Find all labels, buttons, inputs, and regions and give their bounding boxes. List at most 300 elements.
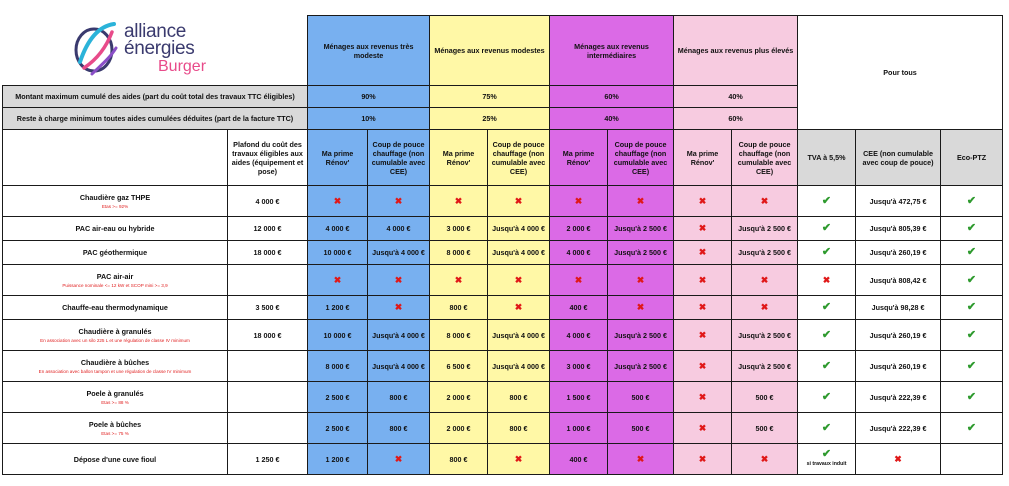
cross-icon: ✖ [760,453,769,464]
row-label [3,413,228,444]
check-icon: ✔ [821,194,832,207]
cross-icon: ✖ [698,453,707,464]
aid-value: 500 € [755,423,774,433]
cross-icon: ✖ [698,302,707,312]
aides-table [2,15,1003,475]
aid-cell [608,296,674,320]
table-row [3,444,1003,475]
aid-value: Jusqu'à 2 500 € [614,330,667,340]
tva-cell [798,444,856,475]
cee-value: Jusqu'à 260,19 € [869,330,927,340]
aid-cell [368,241,430,265]
aid-value: 4 000 € [386,224,411,233]
check-icon: ✔ [821,301,832,313]
aid-cell [550,413,608,444]
cee-cell [856,320,941,351]
aid-cell [488,351,550,382]
aid-cell [430,217,488,241]
header-groups-row [3,16,1003,86]
tva-cell [798,382,856,413]
aid-cell [550,351,608,382]
cross-icon: ✖ [394,195,403,206]
aid-cell [368,265,430,296]
tva-cell [798,296,856,320]
aid-cell [732,351,798,382]
check-icon: ✔ [821,359,832,372]
aid-value: 800 € [389,392,408,402]
summary-reste-value: 60% [674,108,798,130]
summary-max-label: Montant maximum cumulé des aides (part du coût total des travaux TTC éligibles) [3,86,308,108]
check-icon: ✔ [821,246,832,258]
aid-cell [368,413,430,444]
aid-value: 1 200 € [325,303,350,312]
aid-cell [430,351,488,382]
cross-icon: ✖ [636,195,645,206]
table-row [3,382,1003,413]
aid-value: 400 € [569,303,588,312]
col-coup: Coup de pouce chauffage (non cumulable avec CEE) [488,130,550,186]
cee-value: Jusqu'à 472,75 € [869,196,927,206]
aid-value: Jusqu'à 4 000 € [492,248,545,257]
aid-value: 500 € [631,423,650,433]
col-tva: TVA à 5,5% [798,130,856,186]
cross-icon: ✖ [698,223,707,233]
aid-cell [308,186,368,217]
cee-cell [856,444,941,475]
aid-value: Jusqu'à 4 000 € [492,224,545,233]
aid-value: Jusqu'à 4 000 € [492,330,545,340]
cross-icon: ✖ [698,247,707,257]
ptz-cell [941,444,1003,475]
group-intermediaires: Ménages aux revenus intermédiaires [550,16,674,86]
plafond-cell: 18 000 € [228,320,308,351]
col-coup: Coup de pouce chauffage (non cumulable avec CEE) [732,130,798,186]
plafond-cell: 12 000 € [228,217,308,241]
aid-cell [608,320,674,351]
row-label [3,444,228,475]
aid-cell [368,296,430,320]
cross-icon: ✖ [698,391,707,402]
aid-cell [550,382,608,413]
cross-icon: ✖ [514,453,523,464]
ptz-cell [941,296,1003,320]
equipment-note: Etas >= 88 % [101,399,129,405]
aid-cell [550,217,608,241]
cee-value: Jusqu'à 260,19 € [869,361,927,371]
cross-icon: ✖ [333,274,342,285]
cross-icon: ✖ [698,329,707,340]
aid-value: Jusqu'à 2 500 € [614,361,667,371]
aid-cell [550,241,608,265]
aid-cell [308,217,368,241]
aid-value: 1 000 € [566,423,591,433]
aid-cell [488,320,550,351]
tva-cell [798,217,856,241]
cross-icon: ✖ [394,453,403,464]
cee-value: Jusqu'à 222,39 € [869,423,927,433]
cee-value: Jusqu'à 805,39 € [869,224,927,233]
cee-cell [856,217,941,241]
col-coup: Coup de pouce chauffage (non cumulable avec CEE) [368,130,430,186]
cross-icon: ✖ [454,274,463,285]
cross-icon: ✖ [514,274,523,285]
cee-value: Jusqu'à 808,42 € [869,275,927,285]
tva-cell [798,186,856,217]
aid-cell [674,296,732,320]
summary-max-value: 60% [550,86,674,108]
aid-cell [550,265,608,296]
aid-value: 2 000 € [446,392,471,402]
table-row [3,241,1003,265]
ptz-cell [941,320,1003,351]
group-tres-modeste: Ménages aux revenus très modeste [308,16,430,86]
aid-cell [674,186,732,217]
cross-icon: ✖ [760,274,769,285]
plafond-cell: 1 250 € [228,444,308,475]
cross-icon: ✖ [574,274,583,285]
check-icon: ✔ [821,328,832,341]
aid-value: 8 000 € [446,330,471,340]
aid-value: 1 500 € [566,392,591,402]
cross-icon: ✖ [698,195,707,206]
aid-value: 3 000 € [566,361,591,371]
aid-cell [732,444,798,475]
aid-cell [674,382,732,413]
aid-cell [550,444,608,475]
column-headers-row [3,130,1003,186]
check-icon: ✔ [966,222,977,234]
col-prime: Ma prime Rénov' [308,130,368,186]
aid-value: 800 € [449,454,468,464]
aid-value: 10 000 € [323,330,352,340]
aid-cell [430,413,488,444]
equipment-note: En association avec un silo 225 L et une régulation de classe IV minimum [40,337,190,343]
aid-cell [608,351,674,382]
aid-cell [488,444,550,475]
aid-cell [488,186,550,217]
aid-cell [488,413,550,444]
aid-value: 6 500 € [446,361,471,371]
cee-cell [856,351,941,382]
aid-value: Jusqu'à 2 500 € [738,224,791,233]
cross-icon: ✖ [454,195,463,206]
plafond-cell: 3 500 € [228,296,308,320]
check-icon: ✔ [821,421,832,434]
ptz-cell [941,217,1003,241]
aid-cell [674,320,732,351]
aid-cell [430,320,488,351]
aid-cell [308,351,368,382]
summary-max-value: 40% [674,86,798,108]
cross-icon: ✖ [760,302,769,312]
col-plafond: Plafond du coût des travaux éligibles aux aides (équipement et pose) [228,130,308,186]
tva-cell [798,320,856,351]
check-icon: ✔ [821,222,832,234]
row-label [3,265,228,296]
summary-reste-value: 10% [308,108,430,130]
aid-cell [674,217,732,241]
table-row [3,413,1003,444]
aid-cell [732,413,798,444]
table-row [3,320,1003,351]
aid-cell [608,186,674,217]
aid-value: 8 000 € [446,248,471,257]
cee-value: Jusqu'à 98,28 € [871,303,925,312]
aid-value: 500 € [755,392,774,402]
aid-cell [368,186,430,217]
aid-cell [608,444,674,475]
aid-cell [674,265,732,296]
equipment-note: Puissance nominale <= 12 kW et SCOP mini >= 3,9 [62,282,168,288]
cee-cell [856,241,941,265]
aid-value: 3 000 € [446,224,471,233]
aid-cell [368,217,430,241]
summary-reste-label: Reste à charge minimum toutes aides cumulées déduites (part de la facture TTC) [3,108,308,130]
aid-value: 4 000 € [325,224,350,233]
cee-cell [856,413,941,444]
plafond-cell: 18 000 € [228,241,308,265]
aid-value: Jusqu'à 2 500 € [614,248,667,257]
aid-cell [732,296,798,320]
aid-value: Jusqu'à 4 000 € [372,330,425,340]
aid-cell [308,265,368,296]
aid-cell [488,241,550,265]
equipment-name: PAC air-eau ou hybride [75,224,155,233]
aid-cell [430,241,488,265]
plafond-cell: 4 000 € [228,186,308,217]
ptz-cell [941,413,1003,444]
cross-icon: ✖ [698,274,707,285]
ptz-cell [941,382,1003,413]
tva-cell [798,265,856,296]
tva-cell [798,413,856,444]
aid-cell [732,217,798,241]
aid-value: 2 500 € [325,392,350,402]
cee-cell [856,265,941,296]
equipment-name: Chaudière à granulés [78,326,152,336]
cross-icon: ✖ [636,302,645,312]
aid-value: 500 € [631,392,650,402]
check-icon: ✔ [966,246,977,258]
aid-cell [674,351,732,382]
cross-icon: ✖ [698,360,707,371]
check-icon: ✔ [966,273,977,286]
aid-cell [674,444,732,475]
aid-cell [732,186,798,217]
aid-cell [732,382,798,413]
cross-icon: ✖ [760,195,769,206]
ptz-cell [941,351,1003,382]
aid-cell [430,444,488,475]
aid-value: Jusqu'à 2 500 € [738,361,791,371]
aid-cell [430,186,488,217]
table-row [3,186,1003,217]
col-prime: Ma prime Rénov' [550,130,608,186]
row-label [3,186,228,217]
aid-cell [488,217,550,241]
cross-icon: ✖ [514,195,523,206]
plafond-cell [228,265,308,296]
row-label [3,241,228,265]
row-label-header [3,130,228,186]
aid-cell [608,382,674,413]
row-label [3,320,228,351]
aid-cell [674,413,732,444]
cee-value: Jusqu'à 260,19 € [869,248,927,257]
group-plus-eleves: Ménages aux revenus plus élevés [674,16,798,86]
cross-icon: ✖ [514,302,523,312]
row-label [3,351,228,382]
table-row [3,296,1003,320]
col-ptz: Eco-PTZ [941,130,1003,186]
row-label [3,296,228,320]
aid-cell [368,382,430,413]
table-row [3,265,1003,296]
equipment-name: Poele à bûches [88,419,142,429]
aid-cell [550,320,608,351]
aid-value: 800 € [509,423,528,433]
aid-value: Jusqu'à 2 500 € [738,248,791,257]
tva-cell [798,351,856,382]
cee-value: Jusqu'à 222,39 € [869,392,927,402]
table-row [3,217,1003,241]
tva-note: si travaux induit [806,460,847,467]
check-icon: ✔ [966,328,977,341]
col-coup: Coup de pouce chauffage (non cumulable avec CEE) [608,130,674,186]
equipment-name: PAC air-air [96,271,134,281]
col-prime: Ma prime Rénov' [430,130,488,186]
cross-icon: ✖ [698,422,707,433]
summary-max-value: 75% [430,86,550,108]
aid-value: Jusqu'à 2 500 € [738,330,791,340]
equipment-note: Etas >= 75 % [101,430,129,436]
logo-text-alliance: alliance [124,21,187,42]
cross-icon: ✖ [822,274,831,285]
group-modestes: Ménages aux revenus modestes [430,16,550,86]
ptz-cell [941,265,1003,296]
aid-cell [308,382,368,413]
equipment-note: Etas >= 92% [101,203,129,209]
col-cee: CEE (non cumulable avec coup de pouce) [856,130,941,186]
aid-value: 4 000 € [566,330,591,340]
aid-cell [308,413,368,444]
aid-cell [368,351,430,382]
ptz-cell [941,186,1003,217]
aid-cell [430,296,488,320]
aid-value: 10 000 € [323,248,352,257]
cross-icon: ✖ [333,195,342,206]
equipment-name: Poele à granulés [86,388,144,398]
aid-cell [308,444,368,475]
cee-cell [856,382,941,413]
aid-cell [368,444,430,475]
group-pour-tous: Pour tous [798,16,1003,130]
check-icon: ✔ [966,301,977,313]
aid-cell [674,241,732,265]
col-prime: Ma prime Rénov' [674,130,732,186]
cross-icon: ✖ [394,302,403,312]
equipment-name: Chaudière à bûches [80,357,150,367]
summary-reste-value: 40% [550,108,674,130]
aid-value: 800 € [389,423,408,433]
cee-cell [856,296,941,320]
equipment-name: Chaudière gaz THPE [79,192,151,202]
ptz-cell [941,241,1003,265]
tva-cell [798,241,856,265]
aid-value: Jusqu'à 2 500 € [614,224,667,233]
aid-value: 2 500 € [325,423,350,433]
aid-cell [608,265,674,296]
aid-value: Jusqu'à 4 000 € [492,361,545,371]
aid-value: Jusqu'à 4 000 € [372,248,425,257]
aid-cell [488,382,550,413]
cee-cell [856,186,941,217]
aid-value: Jusqu'à 4 000 € [372,361,425,371]
cross-icon: ✖ [394,274,403,285]
plafond-cell [228,382,308,413]
summary-reste-value: 25% [430,108,550,130]
aid-cell [368,320,430,351]
aid-cell [550,296,608,320]
aid-cell [308,296,368,320]
aid-cell [732,320,798,351]
check-icon: ✔ [821,390,832,403]
cross-icon: ✖ [636,453,645,464]
check-icon: ✔ [966,359,977,372]
aid-cell [430,382,488,413]
plafond-cell [228,413,308,444]
logo-text-energies: énergies [124,38,195,59]
check-icon: ✔ [966,194,977,207]
aid-cell [488,296,550,320]
aid-cell [308,241,368,265]
aid-value: 800 € [449,303,468,312]
aid-value: 8 000 € [325,361,350,371]
aid-cell [430,265,488,296]
cross-icon: ✖ [894,453,902,464]
aid-value: 2 000 € [446,423,471,433]
equipment-name: Dépose d'une cuve fioul [73,454,157,464]
aid-value: 4 000 € [566,248,591,257]
cross-icon: ✖ [636,274,645,285]
check-icon: ✔ [966,421,977,434]
logo-text-burger: Burger [158,58,207,75]
aid-cell [608,413,674,444]
cross-icon: ✖ [574,195,583,206]
aid-value: 800 € [509,392,528,402]
equipment-name: PAC géothermique [82,248,148,257]
aid-cell [608,241,674,265]
table-row [3,351,1003,382]
aid-cell [488,265,550,296]
summary-max-value: 90% [308,86,430,108]
check-icon: ✔ [966,390,977,403]
aid-cell [550,186,608,217]
aid-cell [308,320,368,351]
equipment-note: En association avec ballon tampon et une régulation de classe IV minimum [38,368,192,374]
row-label [3,382,228,413]
plafond-cell [228,351,308,382]
aid-cell [732,265,798,296]
aid-cell [732,241,798,265]
aid-value: 2 000 € [566,224,591,233]
aid-cell [608,217,674,241]
aid-value: 1 200 € [325,454,350,464]
equipment-name: Chauffe-eau thermodynamique [62,303,168,312]
row-label [3,217,228,241]
aid-value: 400 € [569,454,588,464]
check-icon: ✔ [821,447,832,460]
